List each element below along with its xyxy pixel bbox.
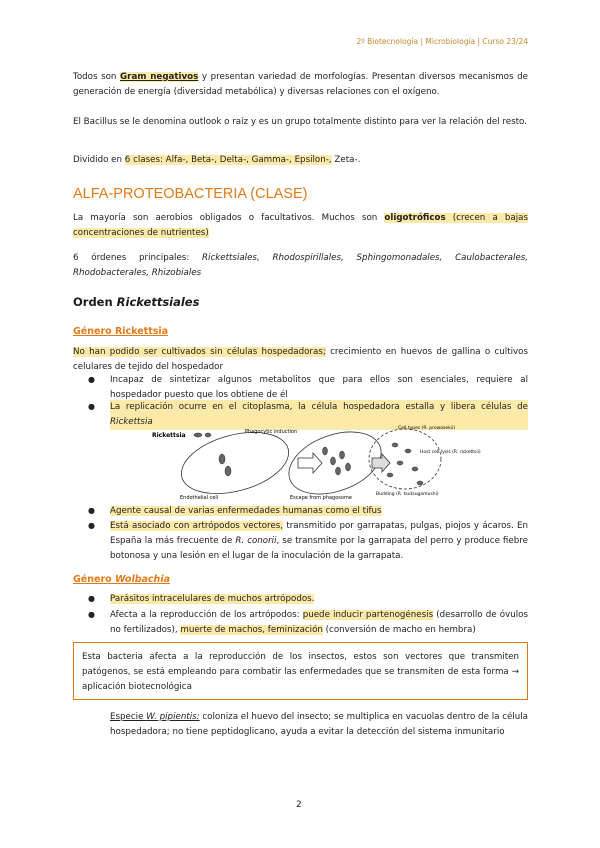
text: (desarrollo de óvulos no fertilizados), xyxy=(110,610,529,635)
highlight-partenogenesis: puede inducir partenogénesis xyxy=(302,610,434,620)
text: La replicación ocurre en el citoplasma, la célula hospedadora estalla y libera células de xyxy=(110,402,528,412)
rickettsia-paragraph xyxy=(73,345,528,375)
text: Rickettsia xyxy=(110,417,153,427)
text: Especie xyxy=(110,712,147,722)
intro-paragraph-2: El Bacillus se le denomina outlook o raíz y es un grupo totalmente distinto para ver la relación del resto. xyxy=(73,117,527,127)
bullet-dot: ● xyxy=(88,594,95,603)
highlight-vectores: Está asociado con artrópodos vectores, xyxy=(110,521,284,531)
highlight-tifus: Agente causal de varias enfermedades humanas como el tifus xyxy=(110,506,382,516)
text: Wolbachia xyxy=(114,574,170,585)
highlight-gram-negativos: Gram negativos xyxy=(120,72,199,82)
bullet-dot: ● xyxy=(88,402,95,411)
rickettsia-bullet-1: Incapaz de sintetizar algunos metabolitos que para ellos son esenciales, requiere al hospedador puesto que los obtiene de él xyxy=(110,375,528,400)
alfa-paragraph-1 xyxy=(73,211,528,241)
fig-label-endothelial: Endothelial cell xyxy=(180,495,219,501)
genus-wolbachia-heading xyxy=(73,574,170,585)
fig-label-rickettsia: Rickettsia xyxy=(152,432,186,439)
text: Rickettsia xyxy=(114,326,169,337)
fig-label-cell-types: Cell types (R. prowazekii) xyxy=(398,426,456,431)
wolbachia-species-paragraph xyxy=(110,710,528,740)
fig-label-phagocytic: Phagocytic induction xyxy=(245,429,298,435)
intro-paragraph-1 xyxy=(73,70,528,100)
bullet-dot: ● xyxy=(88,521,95,530)
highlight-sin-celulas: No han podido ser cultivados sin células hospedadoras; xyxy=(73,347,326,357)
text: Afecta a la reproducción de los artrópodos: xyxy=(110,610,303,620)
text: Dividido en xyxy=(73,155,125,165)
text: R. conorii xyxy=(235,536,277,546)
highlight-muerte-machos: muerte de machos, feminización xyxy=(180,625,323,635)
rickettsia-bullet-4 xyxy=(110,519,528,564)
bullet-dot: ● xyxy=(88,610,95,619)
highlight-parasitos: Parásitos intracelulares de muchos artrópodos. xyxy=(110,594,315,604)
genus-rickettsia-heading xyxy=(73,326,168,337)
text: Orden xyxy=(73,295,117,309)
rickettsia-bullet-3 xyxy=(110,504,528,519)
text: Todos son xyxy=(73,72,121,82)
orden-heading xyxy=(73,295,199,309)
text: crecimiento en huevos de gallina o cultivos celulares de tejido del hospedador xyxy=(73,347,529,372)
text: , se transmite por la garrapata del perro y produce fiebre botonosa y una lesión en el lugar de la inoculación de la garrapata. xyxy=(110,536,528,561)
rickettsia-replication-figure xyxy=(150,423,481,503)
text: y presentan variedad de morfologías. Presentan diversos mecanismos de generación de energía (diversidad metabólica) y diversas relaciones con el oxígeno. xyxy=(73,72,528,97)
page-number: 2 xyxy=(296,800,302,810)
text: La mayoría son aerobios obligados o facultativos. Muchos son xyxy=(73,213,385,223)
text: Género xyxy=(73,574,115,585)
section-title-alfa: ALFA-PROTEOBACTERIA (CLASE) xyxy=(73,186,308,202)
text: 6 órdenes principales: xyxy=(73,253,202,263)
highlight-oligotroficos: oligotróficos xyxy=(384,213,446,223)
text: Rickettsiales xyxy=(116,295,200,309)
page-header: 2º Biotecnología | Microbiología | Curso 23/24 xyxy=(356,37,528,46)
bullet-dot: ● xyxy=(88,375,95,384)
biotech-note-box: Esta bacteria afecta a la reproducción de los insectos, estos son vectores que transmiten patógenos, se está empleando para combatir las enfermedades que se transmiten de esta forma → aplicación biotecnológica xyxy=(73,642,528,700)
figure-drawing xyxy=(150,423,481,503)
fig-label-host-lysis: Host cell lysis (R. rickettsii) xyxy=(420,450,481,455)
text: (conversión de macho en hembra) xyxy=(322,625,476,635)
fig-label-escape: Escape from phagosome xyxy=(290,495,352,501)
text: Zeta-. xyxy=(331,155,361,165)
orders-list: Rickettsiales, Rhodospirillales, Sphingomonadales, Caulobacterales, Rhodobacterales, Rhizobiales xyxy=(73,253,529,278)
alfa-paragraph-2 xyxy=(73,251,528,281)
wolbachia-bullet-1 xyxy=(110,592,528,607)
intro-paragraph-3 xyxy=(73,153,528,168)
text: W. pipientis: xyxy=(146,712,200,722)
highlight-nutrientes: (crecen a bajas concentraciones de nutrientes) xyxy=(73,213,528,238)
text: transmitido por garrapatas, pulgas, piojos y ácaros. En España la más frecuente de xyxy=(110,521,528,546)
wolbachia-bullet-2 xyxy=(110,608,528,638)
bullet-dot: ● xyxy=(88,506,95,515)
highlight-clases: 6 clases: Alfa-, Beta-, Delta-, Gamma-, Epsilon-, xyxy=(124,155,332,165)
text: coloniza el huevo del insecto; se multiplica en vacuolas dentro de la célula hospedadora; no tiene peptidoglicano, ayuda a evitar la detección del sistema inmunitario xyxy=(110,712,528,737)
fig-label-budding: Budding (R. tsutsugamushi) xyxy=(376,492,439,497)
text: Género xyxy=(73,326,115,337)
